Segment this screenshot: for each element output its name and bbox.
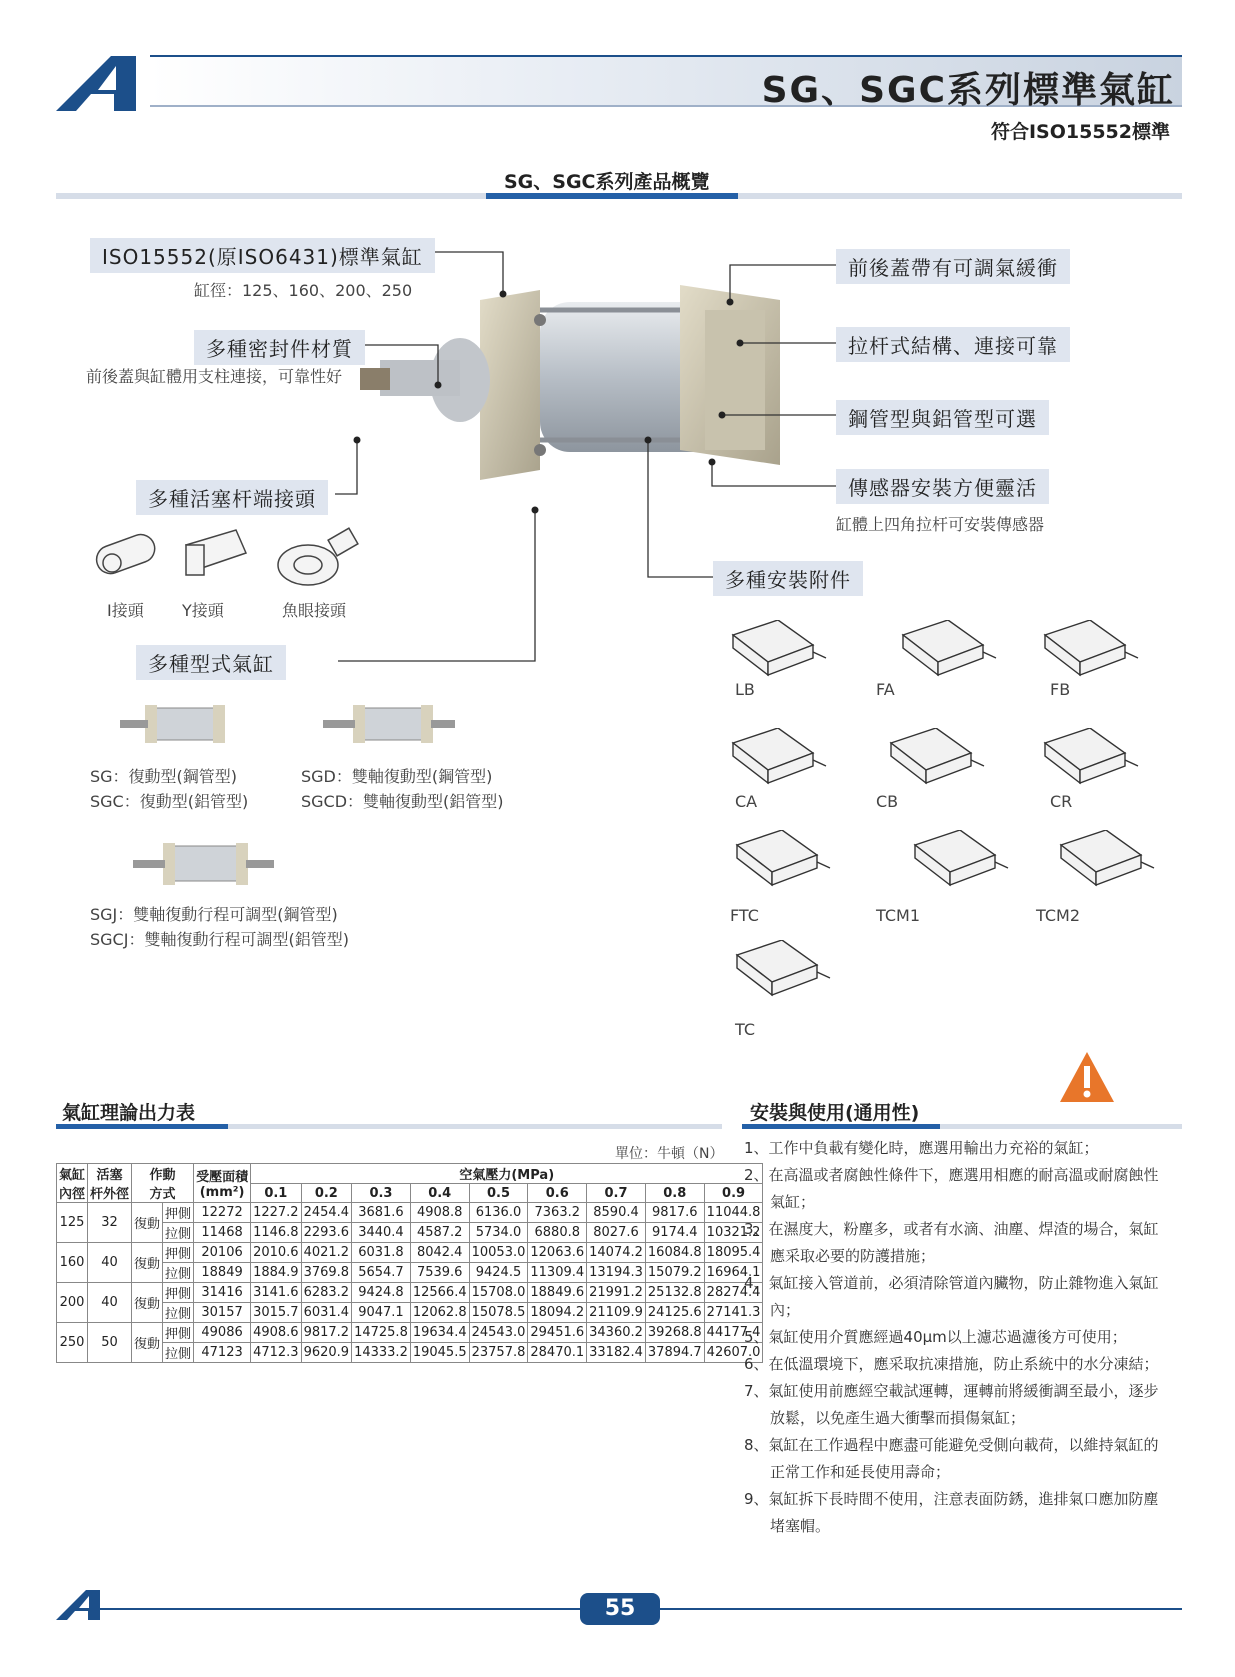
mount-image-tcm2 <box>1046 830 1156 890</box>
cell-force: 2010.6 <box>251 1243 302 1263</box>
cell-force: 14725.8 <box>352 1323 411 1343</box>
brand-logo <box>56 56 146 116</box>
cell-force: 19634.4 <box>410 1323 469 1343</box>
th-area-1: 受壓面積 <box>196 1170 249 1185</box>
mount-image-ftc <box>722 830 832 890</box>
cell-force: 2293.6 <box>301 1223 352 1243</box>
cell-bore: 250 <box>57 1323 88 1363</box>
install-item: 5、氣缸使用介質應經過40μm以上濾芯過濾後方可使用； <box>744 1328 1127 1346</box>
cell-force: 8027.6 <box>587 1223 646 1243</box>
cylinder-image <box>340 280 800 500</box>
cell-force: 18094.2 <box>528 1303 587 1323</box>
th-act-2: 方式 <box>149 1187 176 1202</box>
cell-force: 23757.8 <box>469 1343 528 1363</box>
cell-force: 4021.2 <box>301 1243 352 1263</box>
cell-force: 12566.4 <box>410 1283 469 1303</box>
cylinder-sgj-image <box>128 838 278 893</box>
force-unit: 單位：牛頓（N） <box>615 1146 724 1162</box>
cell-force: 3015.7 <box>251 1303 302 1323</box>
mount-image-cb <box>876 728 986 788</box>
force-divider-accent <box>56 1124 228 1129</box>
cell-force: 4587.2 <box>410 1223 469 1243</box>
cylinder-sgd-image <box>318 700 458 750</box>
cell-mode: 復動 <box>132 1243 163 1283</box>
cell-force: 9424.8 <box>352 1283 411 1303</box>
th-area <box>194 1164 251 1203</box>
th-pressure-value: 0.1 <box>251 1184 302 1203</box>
cell-force: 16084.8 <box>645 1243 704 1263</box>
note-seal: 前後蓋與缸體用支柱連接，可靠性好 <box>86 367 343 386</box>
table-row <box>57 1243 763 1263</box>
cell-force: 1146.8 <box>251 1223 302 1243</box>
cell-force: 21991.2 <box>587 1283 646 1303</box>
joint-icons <box>86 525 366 595</box>
th-rod <box>88 1164 132 1203</box>
page-subtitle: 符合ISO15552標準 <box>990 121 1170 143</box>
label-tierod: 拉杆式結構、連接可靠 <box>836 327 1070 362</box>
cell-force: 12063.6 <box>528 1243 587 1263</box>
mount-image-cr <box>1030 728 1140 788</box>
cell-force: 9817.6 <box>645 1203 704 1223</box>
cell-force: 7363.2 <box>528 1203 587 1223</box>
cell-force: 24125.6 <box>645 1303 704 1323</box>
th-rod-2: 杆外徑 <box>90 1187 130 1202</box>
mount-label-lb: LB <box>735 680 755 699</box>
th-pressure-value: 0.3 <box>352 1184 411 1203</box>
cell-force: 34360.2 <box>587 1323 646 1343</box>
cell-force: 10053.0 <box>469 1243 528 1263</box>
cell-side: 拉側 <box>163 1223 194 1243</box>
cell-force: 18095.4 <box>704 1243 763 1263</box>
cell-force: 37894.7 <box>645 1343 704 1363</box>
mount-label-fa: FA <box>876 680 895 699</box>
cell-force: 9424.5 <box>469 1263 528 1283</box>
mount-label-ftc: FTC <box>730 906 759 925</box>
note-sensor: 缸體上四角拉杆可安裝傳感器 <box>836 515 1045 534</box>
mount-label-cr: CR <box>1050 792 1073 811</box>
cell-rod: 32 <box>88 1203 132 1243</box>
cell-force: 1227.2 <box>251 1203 302 1223</box>
mount-label-tcm2: TCM2 <box>1036 906 1080 925</box>
cell-force: 15708.0 <box>469 1283 528 1303</box>
cell-rod: 50 <box>88 1323 132 1363</box>
cell-force: 9047.1 <box>352 1303 411 1323</box>
install-item: 正常工作和延長使用壽命； <box>770 1463 951 1481</box>
cell-force: 27141.3 <box>704 1303 763 1323</box>
cell-force: 3440.4 <box>352 1223 411 1243</box>
cell-force: 44177.4 <box>704 1323 763 1343</box>
label-iso-standard: ISO15552(原ISO6431)標準氣缸 <box>90 238 435 273</box>
table-row <box>57 1203 763 1223</box>
cell-mode: 復動 <box>132 1323 163 1363</box>
cell-force: 11044.8 <box>704 1203 763 1223</box>
install-item: 內； <box>770 1301 801 1319</box>
cell-rod: 40 <box>88 1243 132 1283</box>
th-pressure-value: 0.7 <box>587 1184 646 1203</box>
th-pressure-value: 0.2 <box>301 1184 352 1203</box>
cell-force: 9620.9 <box>301 1343 352 1363</box>
cylinder-sg-image <box>115 700 235 750</box>
install-item: 堵塞帽。 <box>770 1517 831 1535</box>
mount-label-ca: CA <box>735 792 758 811</box>
cell-force: 15079.2 <box>645 1263 704 1283</box>
cell-force: 6136.0 <box>469 1203 528 1223</box>
cell-force: 39268.8 <box>645 1323 704 1343</box>
cell-area: 20106 <box>194 1243 251 1263</box>
th-rod-1: 活塞 <box>96 1168 123 1183</box>
cell-area: 47123 <box>194 1343 251 1363</box>
cell-force: 9817.2 <box>301 1323 352 1343</box>
cell-side: 押側 <box>163 1203 194 1223</box>
cell-side: 拉側 <box>163 1303 194 1323</box>
cell-force: 42607.0 <box>704 1343 763 1363</box>
cell-force: 12062.8 <box>410 1303 469 1323</box>
cell-force: 16964.1 <box>704 1263 763 1283</box>
mount-label-tc: TC <box>735 1020 756 1039</box>
cell-force: 13194.3 <box>587 1263 646 1283</box>
th-bore-1: 氣缸 <box>59 1168 86 1183</box>
cell-force: 18849.6 <box>528 1283 587 1303</box>
label-tube: 鋼管型與鋁管型可選 <box>836 400 1049 435</box>
cell-force: 11309.4 <box>528 1263 587 1283</box>
install-item: 2、在高溫或者腐蝕性條件下，應選用相應的耐高溫或耐腐蝕性 <box>744 1166 1159 1184</box>
cell-bore: 200 <box>57 1283 88 1323</box>
install-title: 安裝與使用(通用性) <box>750 1102 920 1124</box>
cell-force: 8042.4 <box>410 1243 469 1263</box>
mount-image-tc <box>722 940 832 1000</box>
cell-area: 12272 <box>194 1203 251 1223</box>
cell-force: 6880.8 <box>528 1223 587 1243</box>
cell-area: 49086 <box>194 1323 251 1343</box>
cell-force: 25132.8 <box>645 1283 704 1303</box>
cell-force: 4908.6 <box>251 1323 302 1343</box>
cell-force: 15078.5 <box>469 1303 528 1323</box>
cell-force: 19045.5 <box>410 1343 469 1363</box>
mount-image-ca <box>718 728 828 788</box>
install-item: 7、氣缸使用前應經空載試運轉，運轉前將緩衝調至最小，逐步 <box>744 1382 1159 1400</box>
variant-sgd: SGD：雙軸復動型(鋼管型) <box>301 767 493 786</box>
th-bore <box>57 1164 88 1203</box>
table-row <box>57 1343 763 1363</box>
table-row <box>57 1323 763 1343</box>
cell-bore: 160 <box>57 1243 88 1283</box>
cell-force: 10321.2 <box>704 1223 763 1243</box>
label-mount: 多種安裝附件 <box>713 561 863 596</box>
th-area-2: (mm²) <box>199 1185 245 1200</box>
cell-force: 14074.2 <box>587 1243 646 1263</box>
cell-side: 押側 <box>163 1243 194 1263</box>
joint-label-y: Y接頭 <box>182 601 224 620</box>
install-divider-accent <box>742 1124 940 1129</box>
section-title: SG、SGC系列產品概覽 <box>504 171 710 193</box>
cell-force: 28274.4 <box>704 1283 763 1303</box>
page-number: 55 <box>580 1593 660 1625</box>
cell-force: 21109.9 <box>587 1303 646 1323</box>
th-pressure-value: 0.9 <box>704 1184 763 1203</box>
install-item: 1、工作中負載有變化時，應選用輸出力充裕的氣缸； <box>744 1139 1099 1157</box>
install-list <box>744 1135 1184 1540</box>
joint-label-fisheye: 魚眼接頭 <box>282 601 347 620</box>
cell-mode: 復動 <box>132 1283 163 1323</box>
cell-force: 6031.8 <box>352 1243 411 1263</box>
cell-force: 3141.6 <box>251 1283 302 1303</box>
variant-sg: SG：復動型(鋼管型) <box>90 767 238 786</box>
footer-logo <box>56 1590 106 1622</box>
mount-label-cb: CB <box>876 792 899 811</box>
variant-sgcj: SGCJ：雙軸復動行程可調型(鋁管型) <box>90 930 349 949</box>
install-item: 8、氣缸在工作過程中應盡可能避免受側向載荷，以維持氣缸的 <box>744 1436 1159 1454</box>
label-types: 多種型式氣缸 <box>136 645 286 680</box>
th-pressure: 空氣壓力(MPa) <box>251 1164 763 1184</box>
th-pressure-value: 0.4 <box>410 1184 469 1203</box>
cell-force: 14333.2 <box>352 1343 411 1363</box>
mount-label-fb: FB <box>1050 680 1071 699</box>
install-item: 4、氣缸接入管道前，必須清除管道內臟物，防止雜物進入氣缸 <box>744 1274 1159 1292</box>
mount-image-fa <box>888 620 998 680</box>
cell-area: 11468 <box>194 1223 251 1243</box>
label-seal: 多種密封件材質 <box>194 330 365 365</box>
label-sensor: 傳感器安裝方便靈活 <box>836 469 1049 504</box>
note-bore: 缸徑：125、160、200、250 <box>194 281 413 300</box>
cell-side: 拉側 <box>163 1343 194 1363</box>
install-item: 應采取必要的防護措施； <box>770 1247 936 1265</box>
th-bore-2: 內徑 <box>59 1187 86 1202</box>
joint-label-i: I接頭 <box>107 601 144 620</box>
variant-sgj: SGJ：雙軸復動行程可調型(鋼管型) <box>90 905 338 924</box>
warning-icon <box>1058 1050 1116 1104</box>
mount-label-tcm1: TCM1 <box>876 906 920 925</box>
cell-force: 6283.2 <box>301 1283 352 1303</box>
cell-side: 押側 <box>163 1283 194 1303</box>
cell-force: 28470.1 <box>528 1343 587 1363</box>
cell-bore: 125 <box>57 1203 88 1243</box>
cell-area: 18849 <box>194 1263 251 1283</box>
cell-force: 5654.7 <box>352 1263 411 1283</box>
cell-force: 5734.0 <box>469 1223 528 1243</box>
table-row <box>57 1303 763 1323</box>
page-title: SG、SGC系列標準氣缸 <box>761 70 1175 111</box>
install-item: 3、在濕度大，粉塵多，或者有水滴、油塵、焊渣的場合，氣缸 <box>744 1220 1159 1238</box>
cell-force: 7539.6 <box>410 1263 469 1283</box>
force-table <box>56 1163 763 1363</box>
cell-force: 4712.3 <box>251 1343 302 1363</box>
table-row <box>57 1283 763 1303</box>
install-item: 氣缸； <box>770 1193 816 1211</box>
variant-sgc: SGC：復動型(鋁管型) <box>90 792 249 811</box>
cell-force: 4908.8 <box>410 1203 469 1223</box>
cell-force: 9174.4 <box>645 1223 704 1243</box>
cell-force: 3769.8 <box>301 1263 352 1283</box>
table-row <box>57 1223 763 1243</box>
install-item: 放鬆，以免產生過大衝擊而損傷氣缸； <box>770 1409 1026 1427</box>
cell-force: 8590.4 <box>587 1203 646 1223</box>
install-item: 9、氣缸拆下長時間不使用，注意表面防銹，進排氣口應加防塵 <box>744 1490 1159 1508</box>
label-rod-end: 多種活塞杆端接頭 <box>136 480 328 515</box>
cell-force: 24543.0 <box>469 1323 528 1343</box>
cell-force: 6031.4 <box>301 1303 352 1323</box>
th-pressure-value: 0.5 <box>469 1184 528 1203</box>
th-act-1: 作動 <box>149 1168 176 1183</box>
th-act <box>132 1164 194 1203</box>
cell-mode: 復動 <box>132 1203 163 1243</box>
force-table-title: 氣缸理論出力表 <box>62 1102 196 1124</box>
cell-force: 3681.6 <box>352 1203 411 1223</box>
cell-rod: 40 <box>88 1283 132 1323</box>
table-row <box>57 1263 763 1283</box>
cell-force: 1884.9 <box>251 1263 302 1283</box>
mount-image-tcm1 <box>900 830 1010 890</box>
label-cushion: 前後蓋帶有可調氣緩衝 <box>836 249 1070 284</box>
cell-area: 30157 <box>194 1303 251 1323</box>
cell-force: 2454.4 <box>301 1203 352 1223</box>
cell-side: 拉側 <box>163 1263 194 1283</box>
cell-area: 31416 <box>194 1283 251 1303</box>
cell-force: 33182.4 <box>587 1343 646 1363</box>
variant-sgcd: SGCD：雙軸復動型(鋁管型) <box>301 792 504 811</box>
th-pressure-value: 0.6 <box>528 1184 587 1203</box>
th-pressure-value: 0.8 <box>645 1184 704 1203</box>
cell-side: 押側 <box>163 1323 194 1343</box>
install-item: 6、在低溫環境下，應采取抗凍措施，防止系統中的水分凍結； <box>744 1355 1159 1373</box>
cell-force: 29451.6 <box>528 1323 587 1343</box>
mount-image-fb <box>1030 620 1140 680</box>
mount-image-lb <box>718 620 828 680</box>
